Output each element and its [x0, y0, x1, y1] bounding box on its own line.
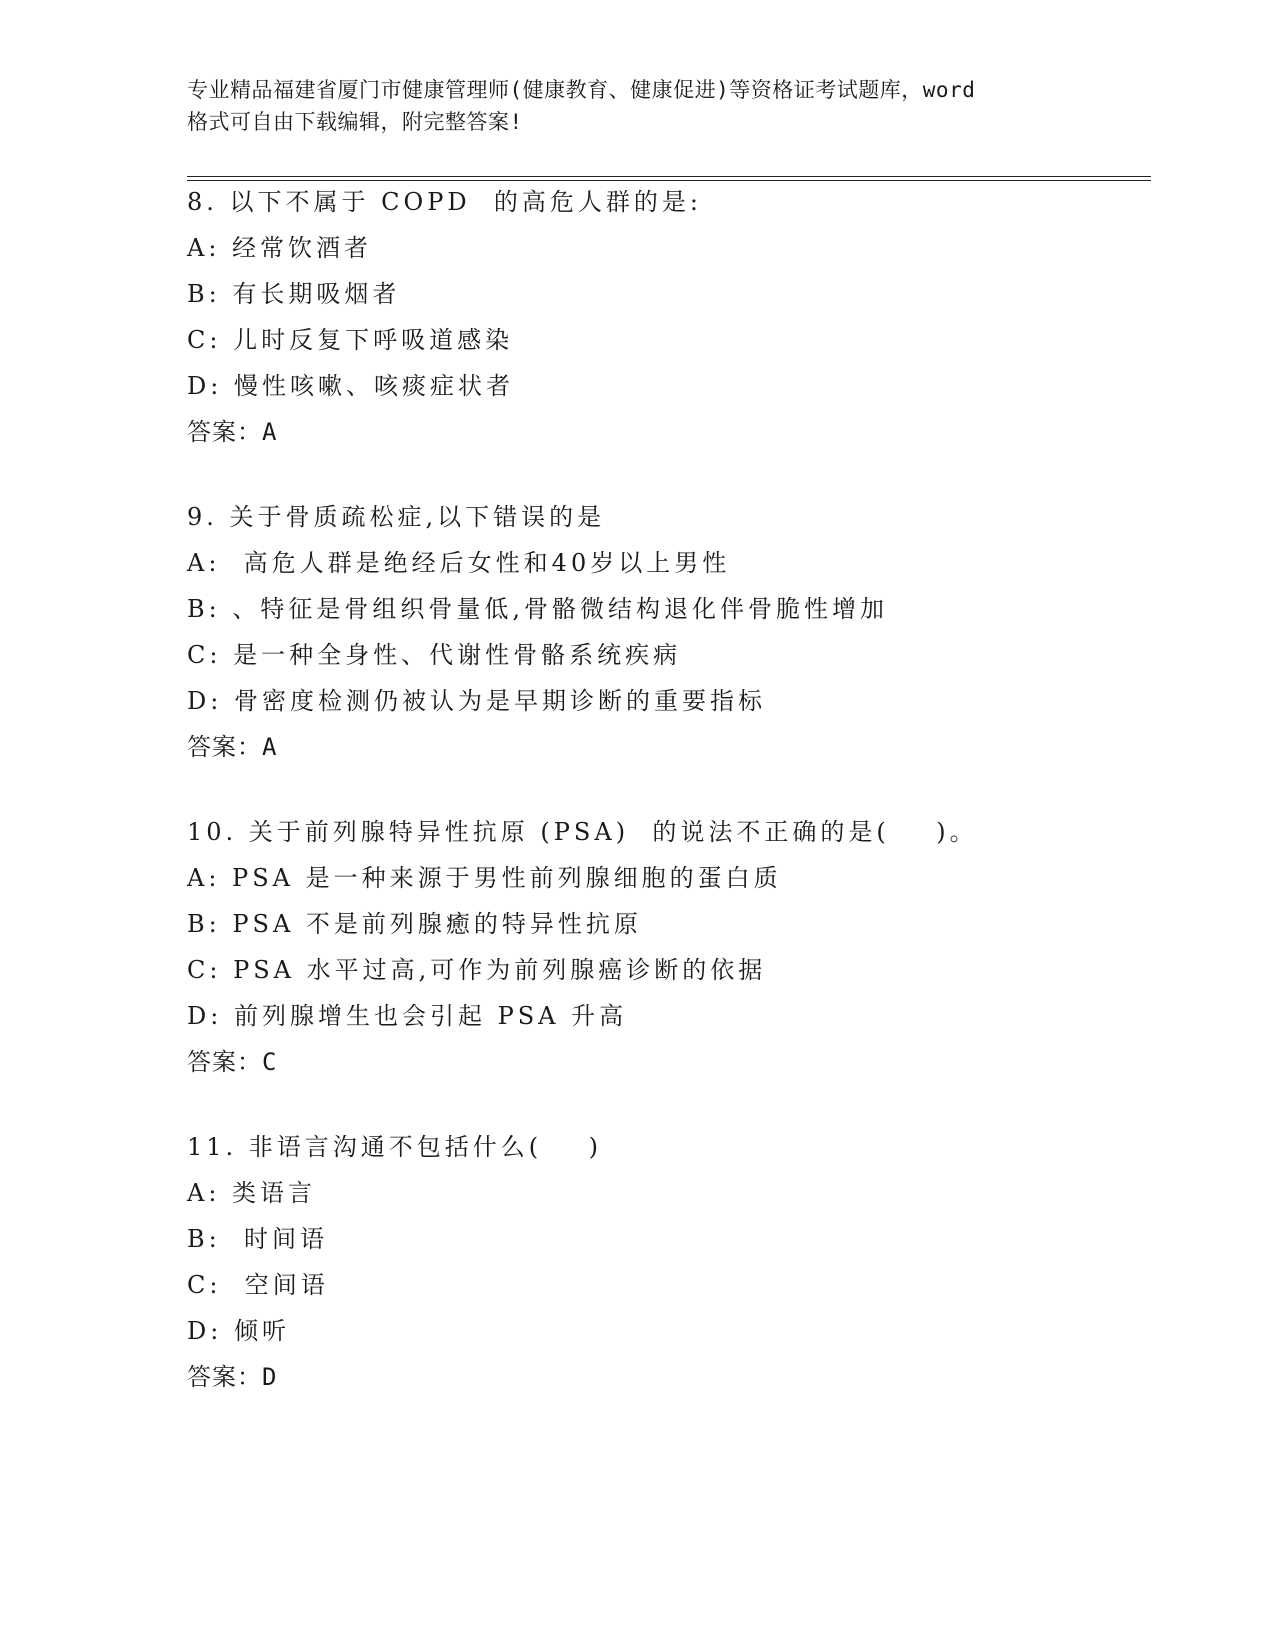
option-b: B: 时间语 — [187, 1225, 328, 1253]
option-c: C: 儿时反复下呼吸道感染 — [187, 326, 514, 354]
question-block-8 — [187, 179, 1167, 455]
answer-line: 答案：D — [187, 1363, 278, 1391]
answer-line: 答案：A — [187, 418, 278, 446]
question-block-11 — [187, 1124, 1167, 1400]
option-d: D: 慢性咳嗽、咳痰症状者 — [187, 372, 514, 400]
question-text: 8. 以下不属于 COPD 的高危人群的是: — [187, 188, 702, 216]
header-line-2: 格式可自由下载编辑，附完整答案! — [187, 110, 523, 134]
option-d: D: 前列腺增生也会引起 PSA 升高 — [187, 1002, 628, 1030]
answer-line: 答案：A — [187, 733, 278, 761]
question-block-9 — [187, 494, 1167, 770]
option-b: B: 有长期吸烟者 — [187, 280, 401, 308]
option-a: A: PSA 是一种来源于男性前列腺细胞的蛋白质 — [187, 864, 782, 892]
option-a: A: 高危人群是绝经后女性和40岁以上男性 — [187, 549, 731, 577]
option-b: B: PSA 不是前列腺癒的特异性抗原 — [187, 910, 642, 938]
question-block-10 — [187, 809, 1167, 1085]
document-header — [187, 74, 1087, 138]
option-d: D: 骨密度检测仍被认为是早期诊断的重要指标 — [187, 687, 766, 715]
header-line-1: 专业精品福建省厦门市健康管理师(健康教育、健康促进)等资格证考试题库，word — [187, 78, 976, 102]
question-text: 9. 关于骨质疏松症,以下错误的是 — [187, 503, 606, 531]
option-b: B: 、特征是骨组织骨量低,骨骼微结构退化伴骨脆性增加 — [187, 595, 888, 623]
answer-line: 答案：C — [187, 1048, 278, 1076]
option-c: C: 空间语 — [187, 1271, 329, 1299]
option-c: C: PSA 水平过高,可作为前列腺癌诊断的依据 — [187, 956, 767, 984]
question-text: 11. 非语言沟通不包括什么( ) — [187, 1133, 603, 1161]
option-a: A: 经常饮酒者 — [187, 234, 373, 262]
option-d: D: 倾听 — [187, 1317, 290, 1345]
option-c: C: 是一种全身性、代谢性骨骼系统疾病 — [187, 641, 682, 669]
question-text: 10. 关于前列腺特异性抗原 (PSA) 的说法不正确的是( )。 — [187, 818, 978, 846]
option-a: A: 类语言 — [187, 1179, 317, 1207]
